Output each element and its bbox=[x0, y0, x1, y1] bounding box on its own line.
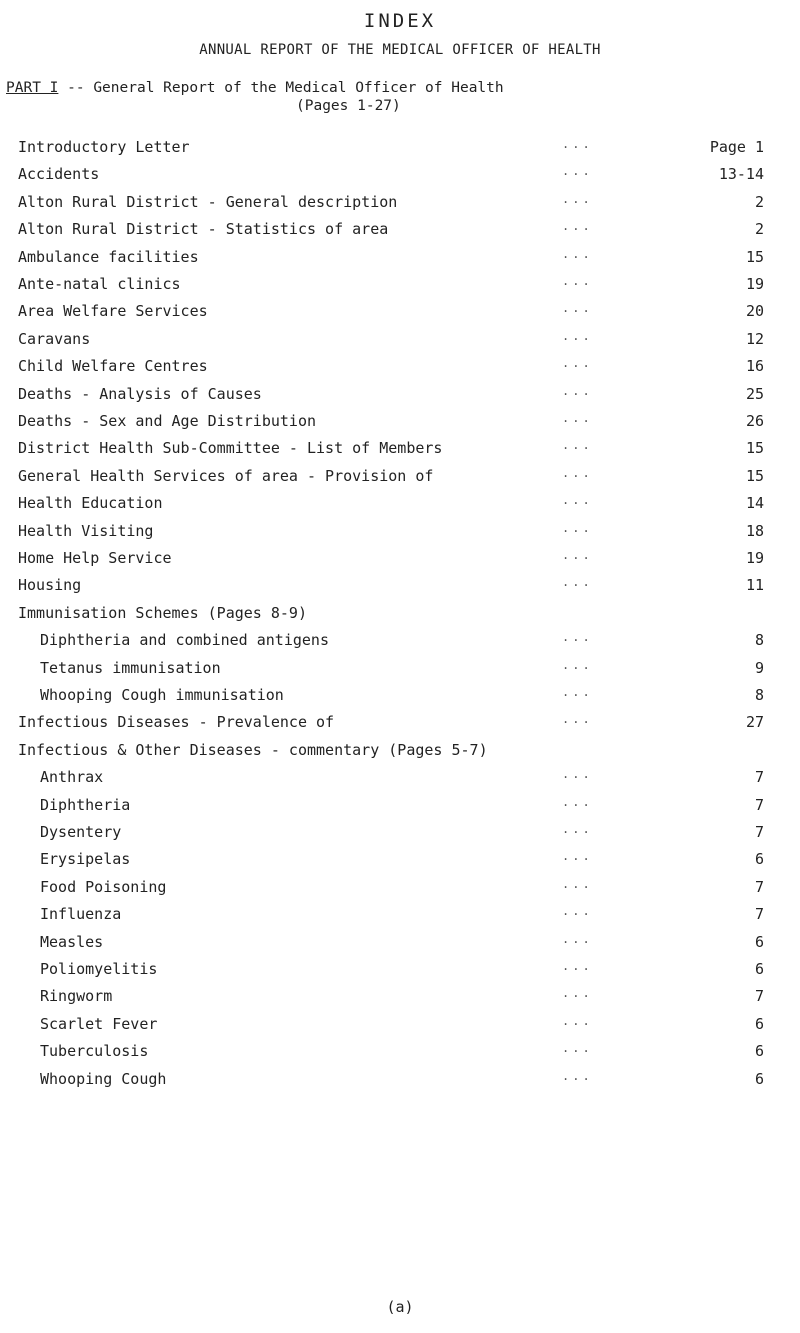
entry-page-number: 19 bbox=[745, 549, 764, 567]
index-entry bbox=[0, 330, 800, 354]
entry-page-number: 15 bbox=[745, 466, 764, 485]
entry-page-number: 20 bbox=[745, 302, 764, 321]
index-entry bbox=[0, 741, 800, 765]
entry-leader-dots: ... bbox=[562, 246, 593, 261]
index-entry bbox=[0, 713, 800, 737]
index-entry bbox=[0, 412, 800, 436]
entry-label: Accidents bbox=[18, 165, 100, 184]
entry-label: Deaths - Analysis of Causes bbox=[18, 384, 262, 403]
entry-leader-dots: ... bbox=[562, 465, 593, 480]
index-entry bbox=[0, 604, 800, 628]
index-entry bbox=[0, 138, 800, 162]
index-entry bbox=[0, 576, 800, 600]
index-entry bbox=[0, 659, 800, 683]
index-entry bbox=[0, 796, 800, 820]
entry-page-number: 15 bbox=[745, 247, 764, 266]
entry-label: Poliomyelitis bbox=[40, 960, 158, 978]
entry-label: Dysentery bbox=[40, 823, 122, 841]
entry-page-number: 6 bbox=[754, 1014, 764, 1033]
index-entry bbox=[0, 960, 800, 984]
entry-label: Tetanus immunisation bbox=[40, 658, 221, 677]
entry-leader-dots: ... bbox=[562, 657, 593, 672]
entry-leader-dots: ... bbox=[562, 1013, 593, 1028]
entry-label: Ante-natal clinics bbox=[18, 275, 181, 293]
entry-label: Alton Rural District - General description bbox=[18, 192, 398, 211]
entry-label: Caravans bbox=[18, 329, 91, 348]
entry-leader-dots: ... bbox=[562, 137, 593, 151]
entry-page-number: 15 bbox=[745, 439, 764, 458]
entry-page-number: 2 bbox=[754, 192, 764, 211]
entry-leader-dots: ... bbox=[562, 876, 593, 891]
index-entry bbox=[0, 467, 800, 491]
entry-label: Deaths - Sex and Age Distribution bbox=[18, 412, 317, 430]
entry-leader-dots: ... bbox=[562, 191, 593, 206]
entry-leader-dots: ... bbox=[562, 822, 593, 836]
index-entry bbox=[0, 1042, 800, 1066]
entry-leader-dots: ... bbox=[562, 931, 593, 946]
entry-leader-dots: ... bbox=[562, 383, 593, 398]
entry-label: Anthrax bbox=[40, 768, 104, 787]
index-title: INDEX bbox=[363, 10, 437, 32]
entry-leader-dots: ... bbox=[562, 959, 593, 973]
index-entry bbox=[0, 1070, 800, 1094]
entry-page-number: 6 bbox=[754, 1042, 764, 1061]
entry-leader-dots: ... bbox=[562, 849, 593, 864]
entry-label: Health Visiting bbox=[18, 521, 154, 540]
entry-page-number: 8 bbox=[754, 686, 764, 704]
entry-label: Influenza bbox=[40, 905, 122, 924]
entry-label: Housing bbox=[18, 576, 82, 595]
entry-leader-dots: ... bbox=[562, 1041, 593, 1056]
entry-page-number: 7 bbox=[754, 987, 764, 1006]
index-entry bbox=[0, 549, 800, 573]
entry-label: Measles bbox=[40, 932, 104, 951]
index-entry bbox=[0, 768, 800, 792]
entry-leader-dots: ... bbox=[562, 685, 593, 699]
entry-leader-dots: ... bbox=[562, 794, 593, 809]
index-entry bbox=[0, 823, 800, 847]
entry-page-number: 18 bbox=[745, 521, 764, 540]
entry-page-number: 14 bbox=[745, 494, 764, 513]
entry-page-number: 7 bbox=[754, 795, 764, 814]
index-entry bbox=[0, 631, 800, 655]
entry-leader-dots: ... bbox=[562, 548, 593, 562]
entry-page-number: 7 bbox=[754, 905, 764, 924]
entry-label: Home Help Service bbox=[18, 549, 172, 567]
entry-page-number: 9 bbox=[754, 658, 764, 677]
entry-label: Diphtheria bbox=[40, 795, 131, 814]
entry-leader-dots: ... bbox=[562, 274, 593, 288]
entry-label: Health Education bbox=[18, 494, 163, 513]
entry-leader-dots: ... bbox=[562, 767, 593, 782]
entry-label: Whooping Cough immunisation bbox=[40, 686, 284, 704]
entry-label: General Health Services of area - Provision of bbox=[18, 466, 434, 485]
entry-page-number: 7 bbox=[754, 877, 764, 896]
entry-leader-dots: ... bbox=[562, 575, 593, 590]
entry-leader-dots: ... bbox=[562, 219, 593, 234]
entry-page-number: 16 bbox=[745, 357, 764, 376]
entry-label: Infectious & Other Diseases - commentary (Pages 5-7) bbox=[18, 740, 488, 759]
entry-label: Whooping Cough bbox=[40, 1069, 167, 1088]
entry-leader-dots: ... bbox=[562, 630, 593, 645]
index-entry bbox=[0, 165, 800, 189]
index-entry bbox=[0, 385, 800, 409]
index-entry bbox=[0, 275, 800, 299]
entry-page-number: 6 bbox=[754, 850, 764, 869]
index-entry bbox=[0, 987, 800, 1011]
entry-label: Tuberculosis bbox=[40, 1042, 149, 1061]
report-subtitle: ANNUAL REPORT OF THE MEDICAL OFFICER OF HEALTH bbox=[199, 42, 601, 58]
entry-leader-dots: ... bbox=[562, 301, 593, 316]
index-entry bbox=[0, 357, 800, 381]
entry-page-number: 26 bbox=[745, 412, 764, 430]
entry-label: Area Welfare Services bbox=[18, 302, 208, 321]
index-entry bbox=[0, 522, 800, 546]
index-entry bbox=[0, 220, 800, 244]
entry-label: Infectious Diseases - Prevalence of bbox=[18, 713, 335, 732]
entry-page-number: 12 bbox=[745, 329, 764, 348]
index-entry bbox=[0, 686, 800, 710]
index-entry bbox=[0, 302, 800, 326]
entry-leader-dots: ... bbox=[562, 493, 593, 508]
entry-page-number: 6 bbox=[754, 960, 764, 978]
entry-page-number: 11 bbox=[745, 576, 764, 595]
entry-leader-dots: ... bbox=[562, 438, 593, 453]
page-footer: (a) bbox=[386, 1298, 414, 1316]
entry-page-number: 19 bbox=[745, 275, 764, 293]
entry-page-number: 7 bbox=[754, 768, 764, 787]
entry-page-number: 6 bbox=[754, 1069, 764, 1088]
entry-page-number: 27 bbox=[745, 713, 764, 732]
entry-leader-dots: ... bbox=[562, 520, 593, 535]
part-label: PART I bbox=[6, 80, 59, 96]
index-entry bbox=[0, 193, 800, 217]
entry-leader-dots: ... bbox=[562, 1068, 593, 1083]
entry-label: Ambulance facilities bbox=[18, 247, 199, 266]
index-entry bbox=[0, 439, 800, 463]
entry-label: Scarlet Fever bbox=[40, 1014, 158, 1033]
entry-page-number: 2 bbox=[754, 220, 764, 239]
index-entry bbox=[0, 933, 800, 957]
index-entry bbox=[0, 494, 800, 518]
entry-label: Erysipelas bbox=[40, 850, 131, 869]
entry-leader-dots: ... bbox=[562, 356, 593, 371]
entry-leader-dots: ... bbox=[562, 328, 593, 343]
index-entry bbox=[0, 1015, 800, 1039]
entry-label: Child Welfare Centres bbox=[18, 357, 208, 376]
entry-leader-dots: ... bbox=[562, 986, 593, 1001]
entry-leader-dots: ... bbox=[562, 164, 593, 179]
index-entry bbox=[0, 905, 800, 929]
entry-label: District Health Sub-Committee - List of Members bbox=[18, 439, 443, 458]
entry-label: Diphtheria and combined antigens bbox=[40, 631, 329, 650]
entry-page-number: 7 bbox=[754, 823, 764, 841]
entry-label: Alton Rural District - Statistics of area bbox=[18, 220, 389, 239]
entry-label: Ringworm bbox=[40, 987, 113, 1006]
entry-page-number: 13-14 bbox=[718, 165, 764, 184]
entry-label: Food Poisoning bbox=[40, 877, 167, 896]
part-pages: (Pages 1-27) bbox=[296, 98, 401, 114]
part-heading bbox=[6, 80, 504, 114]
entry-leader-dots: ... bbox=[562, 712, 593, 727]
entry-leader-dots: ... bbox=[562, 411, 593, 425]
index-entry bbox=[0, 878, 800, 902]
entry-leader-dots: ... bbox=[562, 904, 593, 919]
entry-page-number: 6 bbox=[754, 932, 764, 951]
entry-label: Immunisation Schemes (Pages 8-9) bbox=[18, 603, 307, 622]
entry-page-number: Page 1 bbox=[709, 138, 764, 156]
index-entry bbox=[0, 248, 800, 272]
entry-page-number: 25 bbox=[745, 384, 764, 403]
index-entry bbox=[0, 850, 800, 874]
part-text: -- General Report of the Medical Officer of Health bbox=[67, 80, 504, 96]
entry-label: Introductory Letter bbox=[18, 138, 190, 156]
entry-page-number: 8 bbox=[754, 631, 764, 650]
